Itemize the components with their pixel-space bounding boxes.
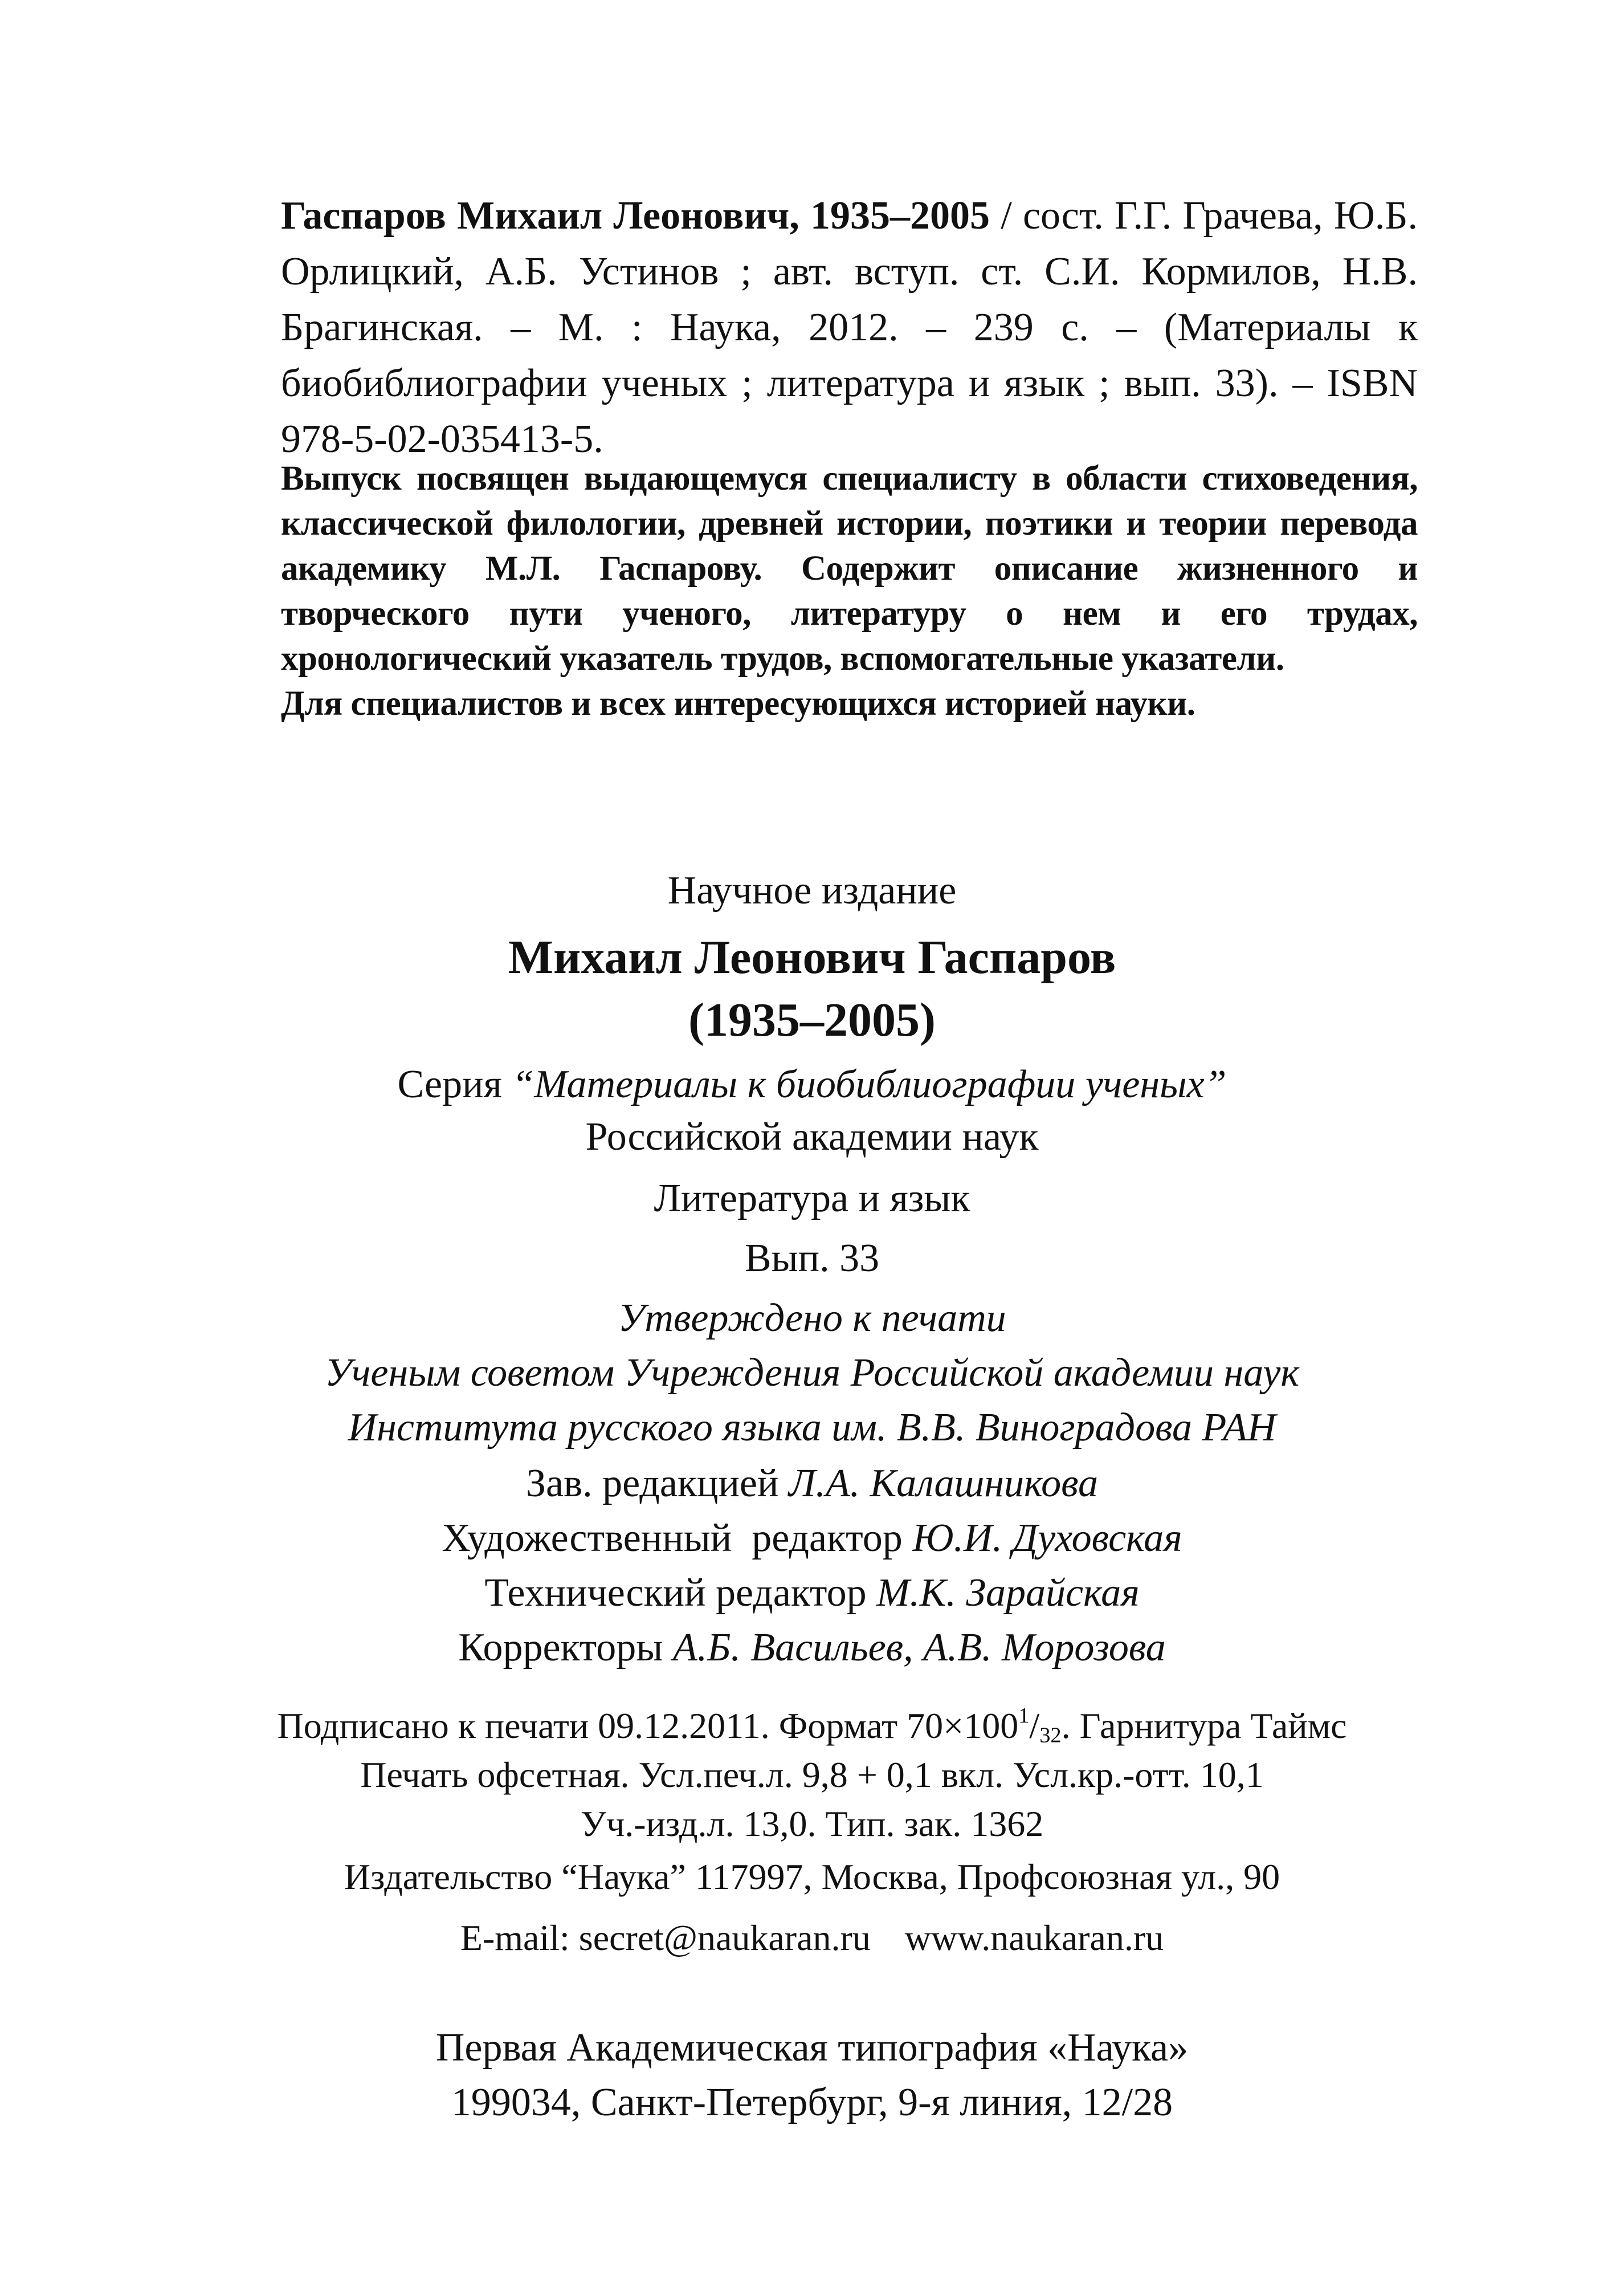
series-academy: Российской академии наук: [585, 1115, 1039, 1159]
editor-role: Зав. редакцией: [525, 1461, 789, 1505]
issue-number: Вып. 33: [744, 1236, 880, 1280]
bibliographic-details: / сост. Г.Г. Грачева, Ю.Б. Орлицкий, А.Б. Устинов ; авт. вступ. ст. С.И. Кормилов, Н.В. Брагинская. – М. : Наука, 2012. – 239 с. – (Материалы к биобиблиографии ученых ; литература и язык ; вып. 33). – ISBN 978-5-02-035413-5.: [281, 194, 1418, 461]
book-title-years: (1935–2005): [688, 994, 936, 1047]
editorial-staff: [0, 1456, 1624, 1675]
editor-role: Технический редактор: [484, 1571, 877, 1615]
editor-name: М.К. Зарайская: [876, 1571, 1140, 1615]
editor-role: Корректоры: [458, 1626, 673, 1670]
author-heading: Гаспаров Михаил Леонович, 1935–2005: [281, 194, 990, 238]
printer-address: 199034, Санкт-Петербург, 9-я линия, 12/28: [451, 2080, 1173, 2124]
series-line: [0, 1057, 1624, 1112]
bibliographic-record: [281, 188, 1418, 467]
edition-type: Научное издание: [667, 869, 957, 913]
annotation: [281, 456, 1418, 726]
book-title-name: Михаил Леонович Гаспаров: [508, 931, 1116, 984]
series-name: “Материалы к биобиблиографии ученых”: [512, 1062, 1227, 1106]
approval-line: Ученым советом Учреждения Российской академии наук: [324, 1351, 1300, 1395]
printer-name: Первая Академическая типография «Наука»: [435, 2026, 1189, 2070]
print-data-line: Уч.-изд.л. 13,0. Тип. зак. 1362: [580, 1803, 1044, 1844]
editor-line: [0, 1621, 1624, 1675]
typeface: . Гарнитура Таймс: [1061, 1705, 1347, 1746]
approval-block: [0, 1291, 1624, 1455]
editor-name: А.Б. Васильев, А.В. Морозова: [672, 1626, 1166, 1670]
editor-name: Л.А. Калашникова: [788, 1461, 1099, 1505]
printer-info: [0, 2021, 1624, 2130]
bibliographic-description: [281, 188, 1418, 467]
publisher-contacts: [0, 1913, 1624, 1963]
editor-line: [0, 1456, 1624, 1511]
approval-line: Института русского языка им. В.В. Виноградова РАН: [348, 1406, 1276, 1450]
format-numerator: 1: [1018, 1704, 1030, 1728]
editor-line: [0, 1566, 1624, 1621]
print-data-line: Печать офсетная. Усл.печ.л. 9,8 + 0,1 вкл. Усл.кр.-отт. 10,1: [360, 1754, 1264, 1795]
approval-line: Утверждено к печати: [618, 1296, 1006, 1340]
annotation-paragraph: Выпуск посвящен выдающемуся специалисту в области стиховедения, классической филологии, древней истории, поэтики и теории перевода академику М.Л. Гаспарову. Содержит описание жизненного и творческого пути ученого, литературу о нем и его трудах, хронологический указатель трудов, вспомогательные указатели.: [281, 459, 1418, 678]
editor-name: Ю.И. Духовская: [912, 1516, 1182, 1560]
book-title: [0, 926, 1624, 1052]
signed-for-print: Подписано к печати 09.12.2011. Формат 70×100: [277, 1705, 1019, 1746]
website-address: www.naukaran.ru: [904, 1917, 1164, 1958]
subseries: Литература и язык: [654, 1176, 970, 1220]
annotation-audience: Для специалистов и всех интересующихся историей науки.: [281, 685, 1195, 723]
publisher-address: Издательство “Наука” 117997, Москва, Профсоюзная ул., 90: [344, 1856, 1280, 1897]
email-address: E-mail: secret@naukaran.ru: [460, 1917, 871, 1958]
series-prefix: Серия: [397, 1062, 512, 1106]
print-data-line: Подписано к печати 09.12.2011. Формат $70\times 100^1/_{32}$. Гарнитура Таймс: [277, 1704, 1347, 1748]
editor-role: Художественный редактор: [442, 1516, 913, 1560]
editor-line: [0, 1511, 1624, 1566]
print-data: [0, 1701, 1624, 1849]
format-denominator: 32: [1039, 1723, 1062, 1748]
